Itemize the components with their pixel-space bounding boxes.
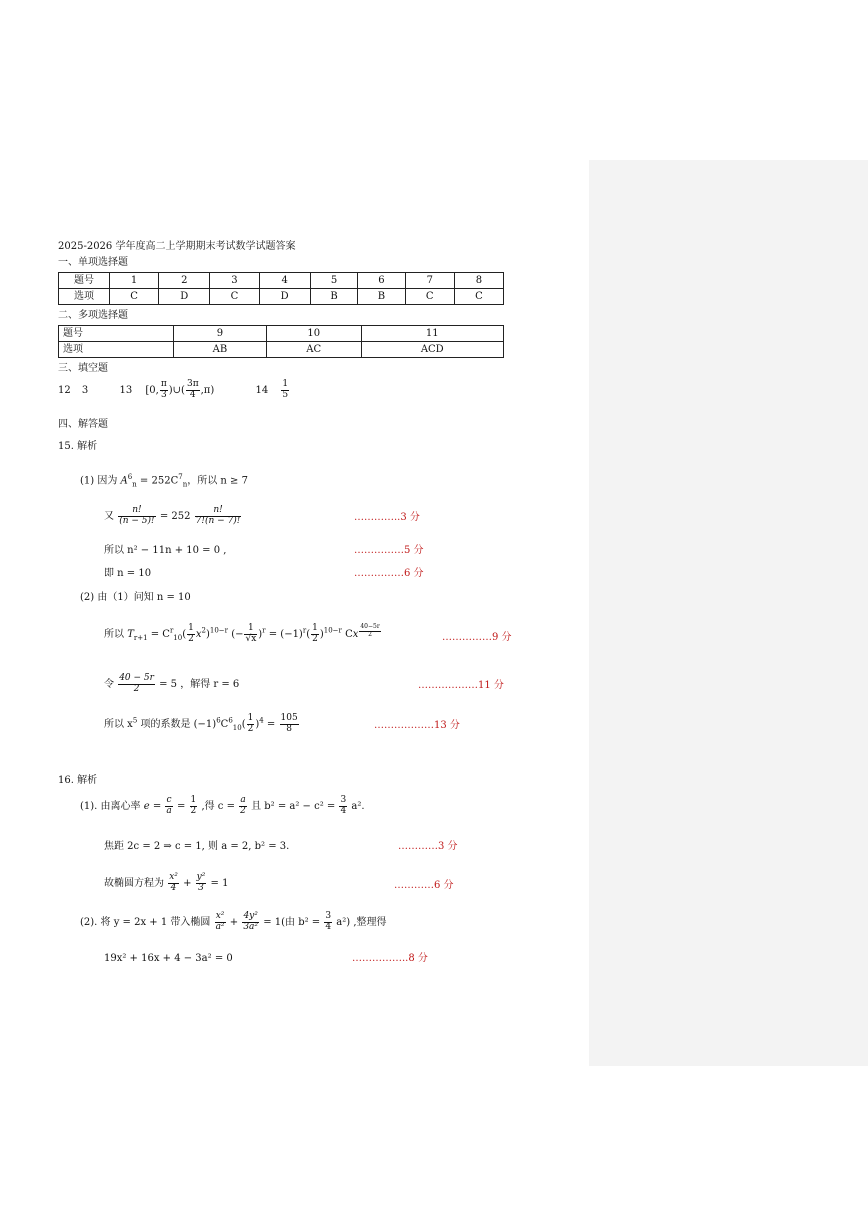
q15-label: 15. 解析 [58, 441, 98, 452]
sup: 4 [259, 716, 264, 725]
numerator: π [160, 379, 167, 389]
numerator: 1 [190, 795, 197, 805]
q13-text: [0, [145, 384, 159, 396]
q16-line2: 焦距 2c = 2 ⇒ c = 1, 则 a = 2, b² = 3. [104, 841, 290, 852]
fraction [165, 796, 172, 817]
doc-title: 2025-2026 学年度高二上学期期末考试数学试题答案 [58, 241, 296, 252]
q15-line3: 所以 n² − 11n + 10 = 0 , [104, 545, 227, 556]
fraction [195, 506, 242, 527]
score-mark: …………6 分 [394, 880, 454, 891]
q16-label: 16. 解析 [58, 775, 98, 786]
denominator: 2 [190, 805, 197, 816]
text: 项的系数是 (−1) [137, 718, 217, 730]
numerator: 40−5r [360, 623, 380, 630]
table-row [59, 326, 504, 342]
q15-line4: 即 n = 10 [104, 568, 152, 579]
q15-line6 [104, 674, 239, 695]
q16-part2-intro [80, 912, 387, 933]
denominator: 2 [133, 683, 140, 694]
table-cell: 3 [210, 273, 259, 289]
fraction [239, 796, 247, 817]
q12-answer: 3 [81, 384, 89, 396]
fraction [187, 624, 195, 645]
math: C [220, 718, 229, 730]
math: = 1 [210, 877, 229, 889]
q12-number: 12 [58, 384, 71, 396]
math: e = [143, 800, 162, 812]
q16-part1-intro [80, 796, 365, 817]
table-cell: 4 [259, 273, 310, 289]
denominator: 4 [340, 805, 347, 816]
section1-heading: 一、单项选择题 [58, 257, 128, 268]
sup: 2 [201, 626, 206, 635]
fraction [311, 624, 319, 645]
sup: 10−r [323, 626, 342, 635]
denominator: 4 [170, 882, 177, 893]
text: ，所以 n ≥ 7 [187, 475, 248, 487]
denominator: 7!(n − 7)! [195, 515, 241, 526]
denominator: 4 [325, 921, 332, 932]
q16-line5: 19x² + 16x + 4 − 3a² = 0 [104, 953, 233, 964]
fraction [242, 912, 259, 933]
table-cell: AB [174, 342, 267, 358]
math: A [120, 475, 128, 487]
denominator: 2 [312, 633, 318, 644]
text: a². [351, 800, 365, 812]
q16-line3 [104, 873, 228, 894]
sup: 10−r [209, 626, 228, 635]
numerator: 3 [340, 795, 347, 805]
table-cell: B [358, 289, 405, 305]
score-mark: ………………11 分 [418, 680, 504, 691]
denominator: √x [245, 633, 257, 644]
math: + [183, 877, 192, 889]
text: 所以 x [104, 718, 133, 730]
denominator: 2 [240, 805, 246, 816]
math: x [352, 628, 359, 640]
section2-heading: 二、多项选择题 [58, 310, 128, 321]
numerator: x² [215, 911, 225, 921]
q15-line7: 所以 $x^5$ 项的系数是 $(-1)^6C^6_{10}$( $\frac{1}{2}$ )$^4$ = $\frac{105}{8}$ [104, 713, 298, 734]
table-cell: 5 [310, 273, 357, 289]
numerator: c [166, 795, 172, 805]
score-mark: ……………..8 分 [352, 953, 428, 964]
fraction [247, 714, 255, 735]
denominator: 2 [368, 630, 372, 638]
denominator: 5 [282, 389, 289, 400]
math: T [127, 628, 134, 640]
numerator: 1 [244, 624, 257, 635]
text: a²) ,整理得 [336, 916, 387, 928]
denominator: 8 [286, 723, 292, 734]
text: ,得 c = [201, 800, 235, 812]
fraction [160, 380, 168, 401]
sub: 10 [232, 723, 242, 732]
fraction [215, 912, 226, 933]
table-cell: C [405, 289, 454, 305]
table-cell: 选项 [59, 289, 110, 305]
q13-text: ,π) [200, 384, 215, 396]
text: (2). 将 y = 2x + 1 带入椭圆 [80, 916, 211, 928]
text: 令 [104, 678, 114, 690]
table-cell: 9 [174, 326, 267, 342]
table-row [59, 273, 504, 289]
numerator: 4y² [243, 911, 258, 921]
q15-line5: 所以 $T_{r+1} = C^r_{10}$( $\frac{1}{2}$ $x^2)^{10-r}$ (− $\frac{1}{√x}$ )$^r = (-1)^r$( $\frac{1}{2}$ )$^{10-r}$ Cx $\frac{40-5r}{2}$ [104, 623, 380, 644]
text: 又 [104, 510, 114, 522]
sup: 5 [132, 716, 138, 725]
q14-answer [281, 380, 289, 401]
fraction [186, 380, 200, 401]
sub: r+1 [133, 633, 148, 642]
table-cell: ACD [361, 342, 503, 358]
numerator: 1 [247, 713, 254, 723]
q14-number: 14 [255, 384, 269, 396]
fraction [168, 873, 179, 894]
sup: 7 [178, 473, 183, 481]
fraction [324, 912, 332, 933]
table-cell: 8 [454, 273, 503, 289]
numerator: n! [195, 506, 242, 517]
denominator: 3a² [243, 921, 259, 932]
numerator: y² [196, 872, 206, 882]
comment-sidebar [589, 160, 868, 1066]
table-cell: 6 [358, 273, 405, 289]
sub: 10 [173, 633, 183, 642]
table-cell: 11 [361, 326, 503, 342]
score-mark: …………3 分 [398, 841, 458, 852]
text: = 1(由 b² = [263, 916, 321, 928]
numerator: 1 [188, 623, 194, 633]
numerator: n! [118, 506, 155, 517]
table-cell: 1 [110, 273, 159, 289]
fraction [280, 714, 299, 735]
table-cell: 2 [159, 273, 210, 289]
math: (− [231, 628, 244, 640]
denominator: 3 [198, 882, 204, 893]
table-cell: D [159, 289, 210, 305]
math: = 252 [159, 510, 191, 522]
q15-part2-intro: (2) 由（1）问知 n = 10 [80, 592, 191, 603]
denominator: 4 [189, 389, 196, 400]
q13-number: 13 [119, 384, 133, 396]
fraction [244, 624, 257, 645]
denominator: 2 [247, 723, 254, 734]
math: + [229, 916, 239, 928]
table-cell: C [110, 289, 159, 305]
sub: n [132, 480, 137, 489]
text: 故椭圆方程为 [104, 877, 164, 889]
text: (1) 因为 [80, 475, 118, 487]
table-cell: C [210, 289, 259, 305]
denominator: 2 [188, 633, 194, 644]
text: = 5 ，解得 r = 6 [159, 678, 240, 690]
math: = C [150, 628, 170, 640]
q15-part1-intro [80, 473, 248, 490]
math: = (−1) [268, 628, 303, 640]
fill-blank-answers [58, 380, 290, 401]
score-mark: ……………5 分 [354, 545, 424, 556]
text: 所以 [104, 628, 124, 640]
multi-choice-table [58, 325, 504, 358]
sub: n [182, 480, 188, 489]
score-mark: ……………9 分 [442, 632, 512, 643]
math: = 252C [136, 475, 179, 487]
fraction [339, 796, 347, 817]
table-cell: 题号 [59, 326, 174, 342]
denominator: 3 [160, 389, 167, 400]
sup: r [169, 626, 174, 635]
single-choice-table [58, 272, 504, 305]
section4-heading: 四、解答题 [58, 419, 108, 430]
table-cell: 10 [266, 326, 361, 342]
table-cell: D [259, 289, 310, 305]
sup: 6 [216, 716, 221, 725]
fraction [118, 506, 155, 527]
numerator: 3π [186, 379, 199, 389]
q15-line2 [104, 506, 242, 527]
numerator: x² [169, 872, 178, 882]
math: = [176, 800, 186, 812]
sup: 6 [228, 716, 233, 725]
text: (1). 由离心率 [80, 800, 141, 812]
fraction [196, 873, 207, 894]
denominator: a [166, 805, 172, 816]
score-mark: ……………6 分 [354, 568, 424, 579]
text: 且 b² = a² − c² = [251, 800, 336, 812]
table-row [59, 342, 504, 358]
table-cell: B [310, 289, 357, 305]
math: C [345, 628, 353, 640]
sup: r [262, 626, 266, 635]
exponent-fraction [359, 624, 380, 638]
numerator: 1 [282, 379, 289, 389]
numerator: 105 [280, 713, 298, 723]
sup: r [302, 626, 307, 635]
denominator: a² [215, 921, 225, 932]
denominator: (n − 5)! [119, 515, 155, 526]
math: x [195, 628, 202, 640]
table-cell: AC [266, 342, 361, 358]
section3-heading: 三、填空题 [58, 363, 108, 374]
table-cell: 题号 [59, 273, 110, 289]
score-mark: ………………13 分 [374, 720, 460, 731]
table-cell: 选项 [59, 342, 174, 358]
score-mark: …………..3 分 [354, 512, 420, 523]
math: = [266, 718, 276, 730]
numerator: a [240, 795, 246, 805]
numerator: 3 [325, 911, 332, 921]
fraction [190, 796, 198, 817]
numerator: 1 [312, 623, 318, 633]
sup: 6 [127, 473, 133, 481]
table-cell: 7 [405, 273, 454, 289]
fraction [118, 674, 155, 695]
numerator: 40 − 5r [119, 673, 154, 683]
table-cell: C [454, 289, 503, 305]
q13-text: )∪( [168, 384, 185, 396]
table-row [59, 289, 504, 305]
